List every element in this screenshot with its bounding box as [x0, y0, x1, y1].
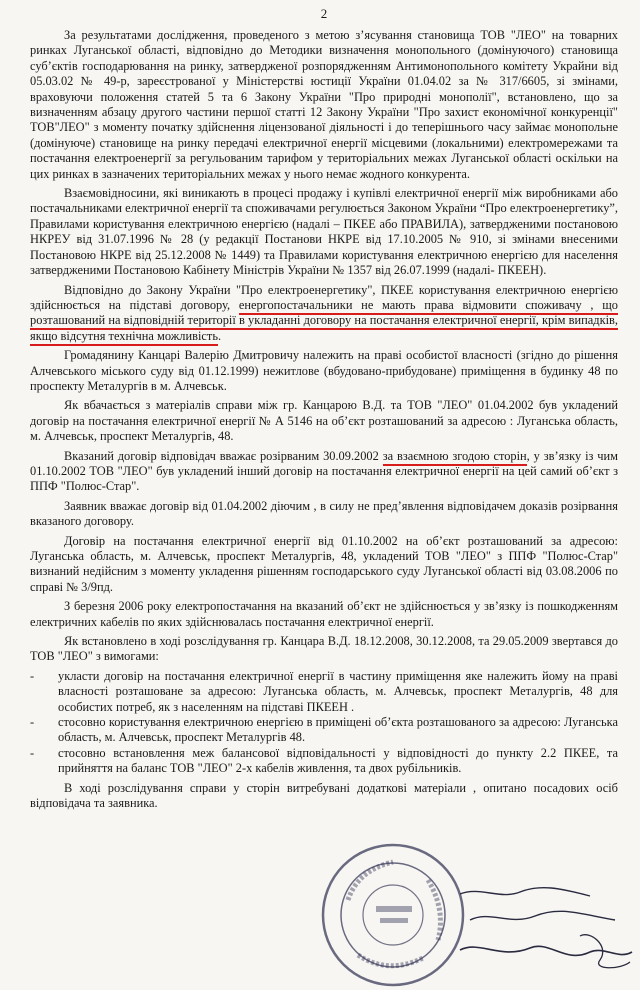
list-item — [30, 669, 618, 715]
paragraph-relations: Взаємовідносини, які виникають в процесі продажу і купівлі електричної енергії між виробниками або постачальниками електричної енергії та споживачами регулюється Законом України “Про електроенергетику”, Правилами користування електричною енергією (надалі – ПКЕЕ або ПРАВИЛА), затвердженими постановою НКРЕУ від 31.07.1996 № 28 (у редакції Постанови НКРЕ від 17.10.2005 № 910, зі змінами внесеними Постановою НКРЕ від 25.12.2008 № 1449) та Правилами користування електричною енергією для населення затвердженими Постановою Кабінету Міністрів України № 1357 від 26.07.1999 (надалі- ПКЕЕН). — [30, 186, 618, 278]
paragraph-property: Громадянину Канцарі Валерію Дмитровичу належить на праві особистої власності (згідно до рішення Алчевського міського суду від 01.12.1999) нежитлове (вбудовано-прибудоване) приміщення в будинку 48 по проспекту Металургів в м. Алчевськ. — [30, 348, 618, 393]
paragraph-requests: Як встановлено в ході розслідування гр. Канцара В.Д. 18.12.2008, 30.12.2008, та 29.05.2009 звертався до ТОВ "ЛЕО" з вимогами: — [30, 634, 618, 664]
handwritten-signature — [440, 880, 640, 980]
paragraph-contract-2002: Як вбачається з матеріалів справи між гр. Канцарою В.Д. та ТОВ "ЛЕО" 01.04.2002 був укладений договір на постачання електричної енергії № А 5146 на об’єкт розташований за адресою : Луганська область, м. Алчевськ, проспект Металургів, 48. — [30, 398, 618, 444]
highlighted-obligation: енергопостачальники не мають права відмовити споживачу , що розташований на відповідній території в укладанні договору на постачання електричної енергії, крім випадків, якщо відсутня технічна можливість — [30, 298, 618, 346]
page-number: 2 — [320, 6, 328, 21]
paragraph-termination-rest: , у зв’язку із чим 01.10.2002 ТОВ "ЛЕО" був укладений інший договір на постачання електричної енергії на цей самий об’єкт з ППФ "Полюс-Стар". — [30, 448, 618, 494]
list-item — [30, 715, 618, 746]
list-dash: - — [30, 715, 35, 730]
paragraph-law-contract-end: . — [217, 328, 222, 343]
paragraph-law-contract-intro: Відповідно до Закону України "Про електроенергетику", ПКЕЕ користування електричною енергією здійснюється на підставі договору, — [30, 282, 618, 312]
paragraph-termination — [30, 449, 618, 495]
list-dash: - — [30, 668, 35, 683]
list-item-text: стосовно користування електричною енергією в приміщені об’єкта розташованого за адресою: Луганська область, м. Алчевськ, проспект Металургів 48. — [58, 715, 618, 745]
list-dash: - — [30, 745, 35, 760]
paragraph-investigation: В ході розслідування справи у сторін витребувані додаткові матеріали , опитано посадових осіб відповідача та заявника. — [30, 780, 618, 811]
paragraph-invalid-contract: Договір на постачання електричної енергії від 01.10.2002 на об’єкт розташований за адресою: Луганська область, м. Алчевськ, проспект Металургів, 48, укладений ТОВ "ЛЕО" з ППФ "Полюс-Стар" визнаний недійсним з моменту укладення рішенням господарського суду Луганської області від 03.08.2006 по справі № 3/9пд. — [30, 533, 618, 594]
list-item — [30, 746, 618, 777]
paragraph-applicant-position: Заявник вважає договір від 01.04.2002 діючим , в силу не пред’явлення відповідачем доказів розірвання вказаного договору. — [30, 498, 618, 529]
paragraph-supply-stopped: З березня 2006 року електропостачання на вказаний об’єкт не здійснюється у зв’язку із пошкодженням електричних кабелів по яких здійснювалась постачання електричної енергії. — [30, 599, 618, 629]
paragraph-termination-intro: Вказаний договір відповідач вважає розірваним 30.09.2002 — [64, 448, 383, 463]
paragraph-market-position: За результатами дослідження, проведеного з метою з’ясування становища ТОВ "ЛЕО" на товарних ринках Луганської області, відповідно до Методики визначення монопольного (домінуючого) становища суб’єктів господарювання на ринку, затвердженої розпорядженням Антимонопольного комітету Украйни від 05.03.02 № 49-р, зареєстрованої у Міністерстві юстиції України 01.04.02 за № 317/6605, зі змінами, враховуючи положення статей 5 та 6 Закону України "Про природні монополії", встановлено, що за визначенням абзацу другого частини першої статті 12 Закону України "Про захист економічної конкуренції" ТОВ"ЛЕО" з моменту початку здійснення ліцензованої діяльності і до теперішнього часу займає монопольне (домінуюче) становище на ринку передачі електричної енергії місцевими (локальними) електромережами та постачання електроенергії за регульованим тарифом у територіальних межах Луганської області оскільки на цих ринках в зазначених територіальних межах у нього немає жодного конкурента. — [30, 28, 618, 181]
highlighted-mutual-consent: за взаємною згодою сторін — [383, 449, 527, 466]
list-item-text: укласти договір на постачання електричної енергії в частину приміщення яке належить йому на праві власності розташоване за адресою: Луганська область, м. Алчевськ, проспект Металургів, 48 для особистих потреб, як з населенням на підставі ПКЕЕН . — [58, 668, 618, 714]
requests-list — [30, 669, 618, 777]
paragraph-law-contract — [30, 283, 618, 345]
list-item-text: стосовно встановлення меж балансової відповідальності у відповідності до пункту 2.2 ПКЕЕ, та прийняття на баланс ТОВ "ЛЕО" 2-х кабелів живлення, та двох рубільників. — [58, 745, 618, 776]
